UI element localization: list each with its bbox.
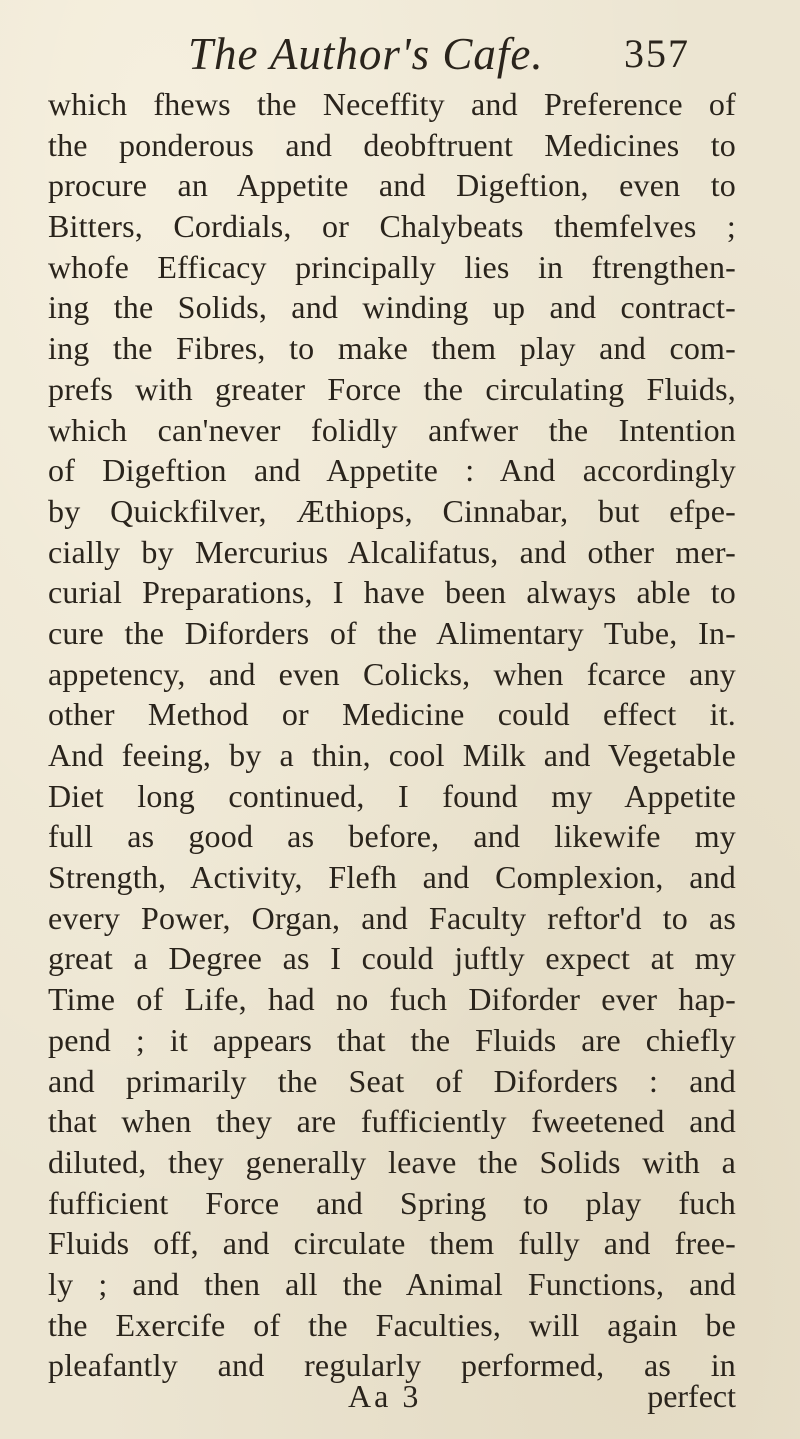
text-line: Bitters, Cordials, or Chalybeats themfelves ; [48, 208, 736, 245]
text-line: great a Degree as I could juftly expect at my [48, 940, 736, 977]
page-footer [48, 1376, 736, 1420]
text-line: full as good as before, and likewife my [48, 818, 736, 855]
text-line: Strength, Activity, Flefh and Complexion, and [48, 859, 736, 896]
text-line: pend ; it appears that the Fluids are chiefly [48, 1021, 736, 1058]
text-line: that when they are fufficiently fweetened and [48, 1103, 736, 1140]
catchword: perfect [647, 1378, 736, 1414]
text-line: procure an Appetite and Digeftion, even to [48, 167, 736, 204]
text-line: fufficient Force and Spring to play fuch [48, 1184, 736, 1221]
text-line: by Quickfilver, Æthiops, Cinnabar, but efpe- [48, 492, 736, 529]
text-line: of Digeftion and Appetite : And accordingly [48, 452, 736, 489]
text-line: And feeing, by a thin, cool Milk and Vegetable [48, 737, 736, 773]
text-line: prefs with greater Force the circulating Fluids, [48, 370, 736, 407]
text-line: pleafantly and regularly performed, as in [48, 1347, 736, 1384]
running-title: The Author's Cafe. [188, 29, 544, 79]
text-line: which can'never folidly anfwer the Intention [48, 411, 736, 448]
text-line: every Power, Organ, and Faculty reftor'd to as [48, 899, 736, 936]
text-line: whofe Efficacy principally lies in ftrengthen- [48, 248, 736, 285]
text-line: cially by Mercurius Alcalifatus, and other mer- [48, 533, 736, 570]
text-line: and primarily the Seat of Diforders : and [48, 1062, 736, 1099]
text-line: other Method or Medicine could effect it. [48, 696, 736, 733]
text-line: curial Preparations, I have been always able to [48, 574, 736, 611]
text-line: the ponderous and deobftruent Medicines to [48, 126, 736, 163]
text-line: which fhews the Neceffity and Preference of [48, 86, 736, 122]
text-line: ly ; and then all the Animal Functions, and [48, 1265, 736, 1302]
page-number: 357 [624, 31, 690, 76]
text-line: ing the Fibres, to make them play and com- [48, 330, 736, 367]
text-line: Diet long continued, I found my Appetite [48, 777, 736, 814]
text-line: the Exercife of the Faculties, will again be [48, 1306, 736, 1343]
body-text [48, 84, 736, 1386]
text-line: Fluids off, and circulate them fully and free- [48, 1225, 736, 1262]
signature-mark: Aa 3 [348, 1378, 422, 1414]
page-header [48, 26, 738, 82]
text-line: appetency, and even Colicks, when fcarce any [48, 655, 736, 692]
text-line: diluted, they generally leave the Solids with a [48, 1143, 736, 1180]
text-line: ing the Solids, and winding up and contract- [48, 289, 736, 326]
text-line: cure the Diforders of the Alimentary Tube, In- [48, 614, 736, 651]
text-line: Time of Life, had no fuch Diforder ever hap- [48, 981, 736, 1018]
